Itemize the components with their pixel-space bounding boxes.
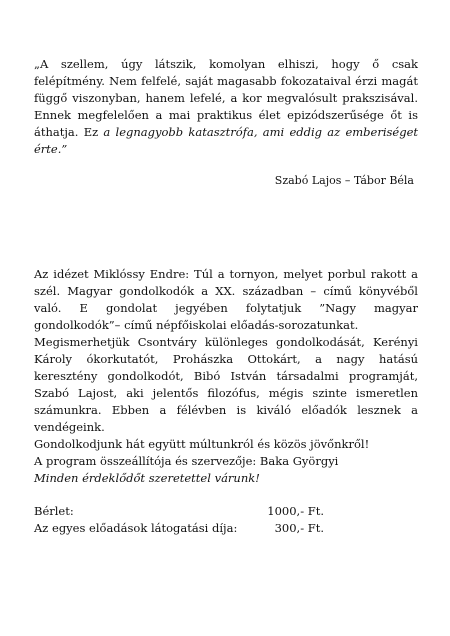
- intro-paragraph: Az idézet Miklóssy Endre: Túl a tornyon, melyet porbul rakott a szél. Magyar gondolkodók a XX. században – című könyvéből való. E gondolat jegyében folytatjuk ”Nagy magyar gondolkodók”– című népfőiskolai előadás-sorozatunkat.: [34, 267, 418, 332]
- speakers-paragraph: Megismerhetjük Csontváry különleges gondolkodását, Kerényi Károly ókorkutatót, Prohászka Ottokárt, a nagy hatású keresztény gondolkodót, Bibó István társadalmi programját, Szabó Lajost, aki jelentős filozófus, mégis szinte ismeretlen számunkra. Ebben a félévben is kiváló előadók lesznek a vendégeink.: [34, 335, 418, 434]
- quote-text-italic: a legnagyobb katasztrófa, ami eddig az emberiséget érte.”: [34, 125, 418, 156]
- page: [34, 56, 418, 535]
- price-value: 300,- Ft.: [274, 521, 324, 535]
- closing-line: Gondolkodjunk hát együtt múltunkról és közös jövőnkről!: [34, 437, 370, 451]
- quote-block: [34, 56, 418, 189]
- quote-text-normal: „A szellem, úgy látszik, komolyan elhiszi, hogy ő csak felépítmény. Nem felfelé, saját magasabb fokozataival érzi magát függő viszonyban, hanem lefelé, a kor megvalósult prakszisával. Ennek megfelelően a mai praktikus élet epizódszerűsége őt is áthatja. Ez: [34, 57, 418, 139]
- price-label: Bérlet:: [34, 504, 74, 518]
- body-block: [34, 266, 418, 537]
- price-label: Az egyes előadások látogatási díja:: [34, 521, 238, 535]
- organizer-line: A program összeállítója és szervezője: Baka Györgyi: [34, 454, 339, 468]
- price-row-single-lecture: [34, 520, 324, 537]
- price-row-season-ticket: [34, 503, 324, 520]
- quote-text: [34, 56, 418, 158]
- price-value: 1000,- Ft.: [267, 504, 324, 518]
- welcome-line: Minden érdeklődőt szeretettel várunk!: [34, 471, 260, 485]
- price-list: [34, 503, 324, 537]
- quote-attribution: Szabó Lajos – Tábor Béla: [274, 174, 414, 187]
